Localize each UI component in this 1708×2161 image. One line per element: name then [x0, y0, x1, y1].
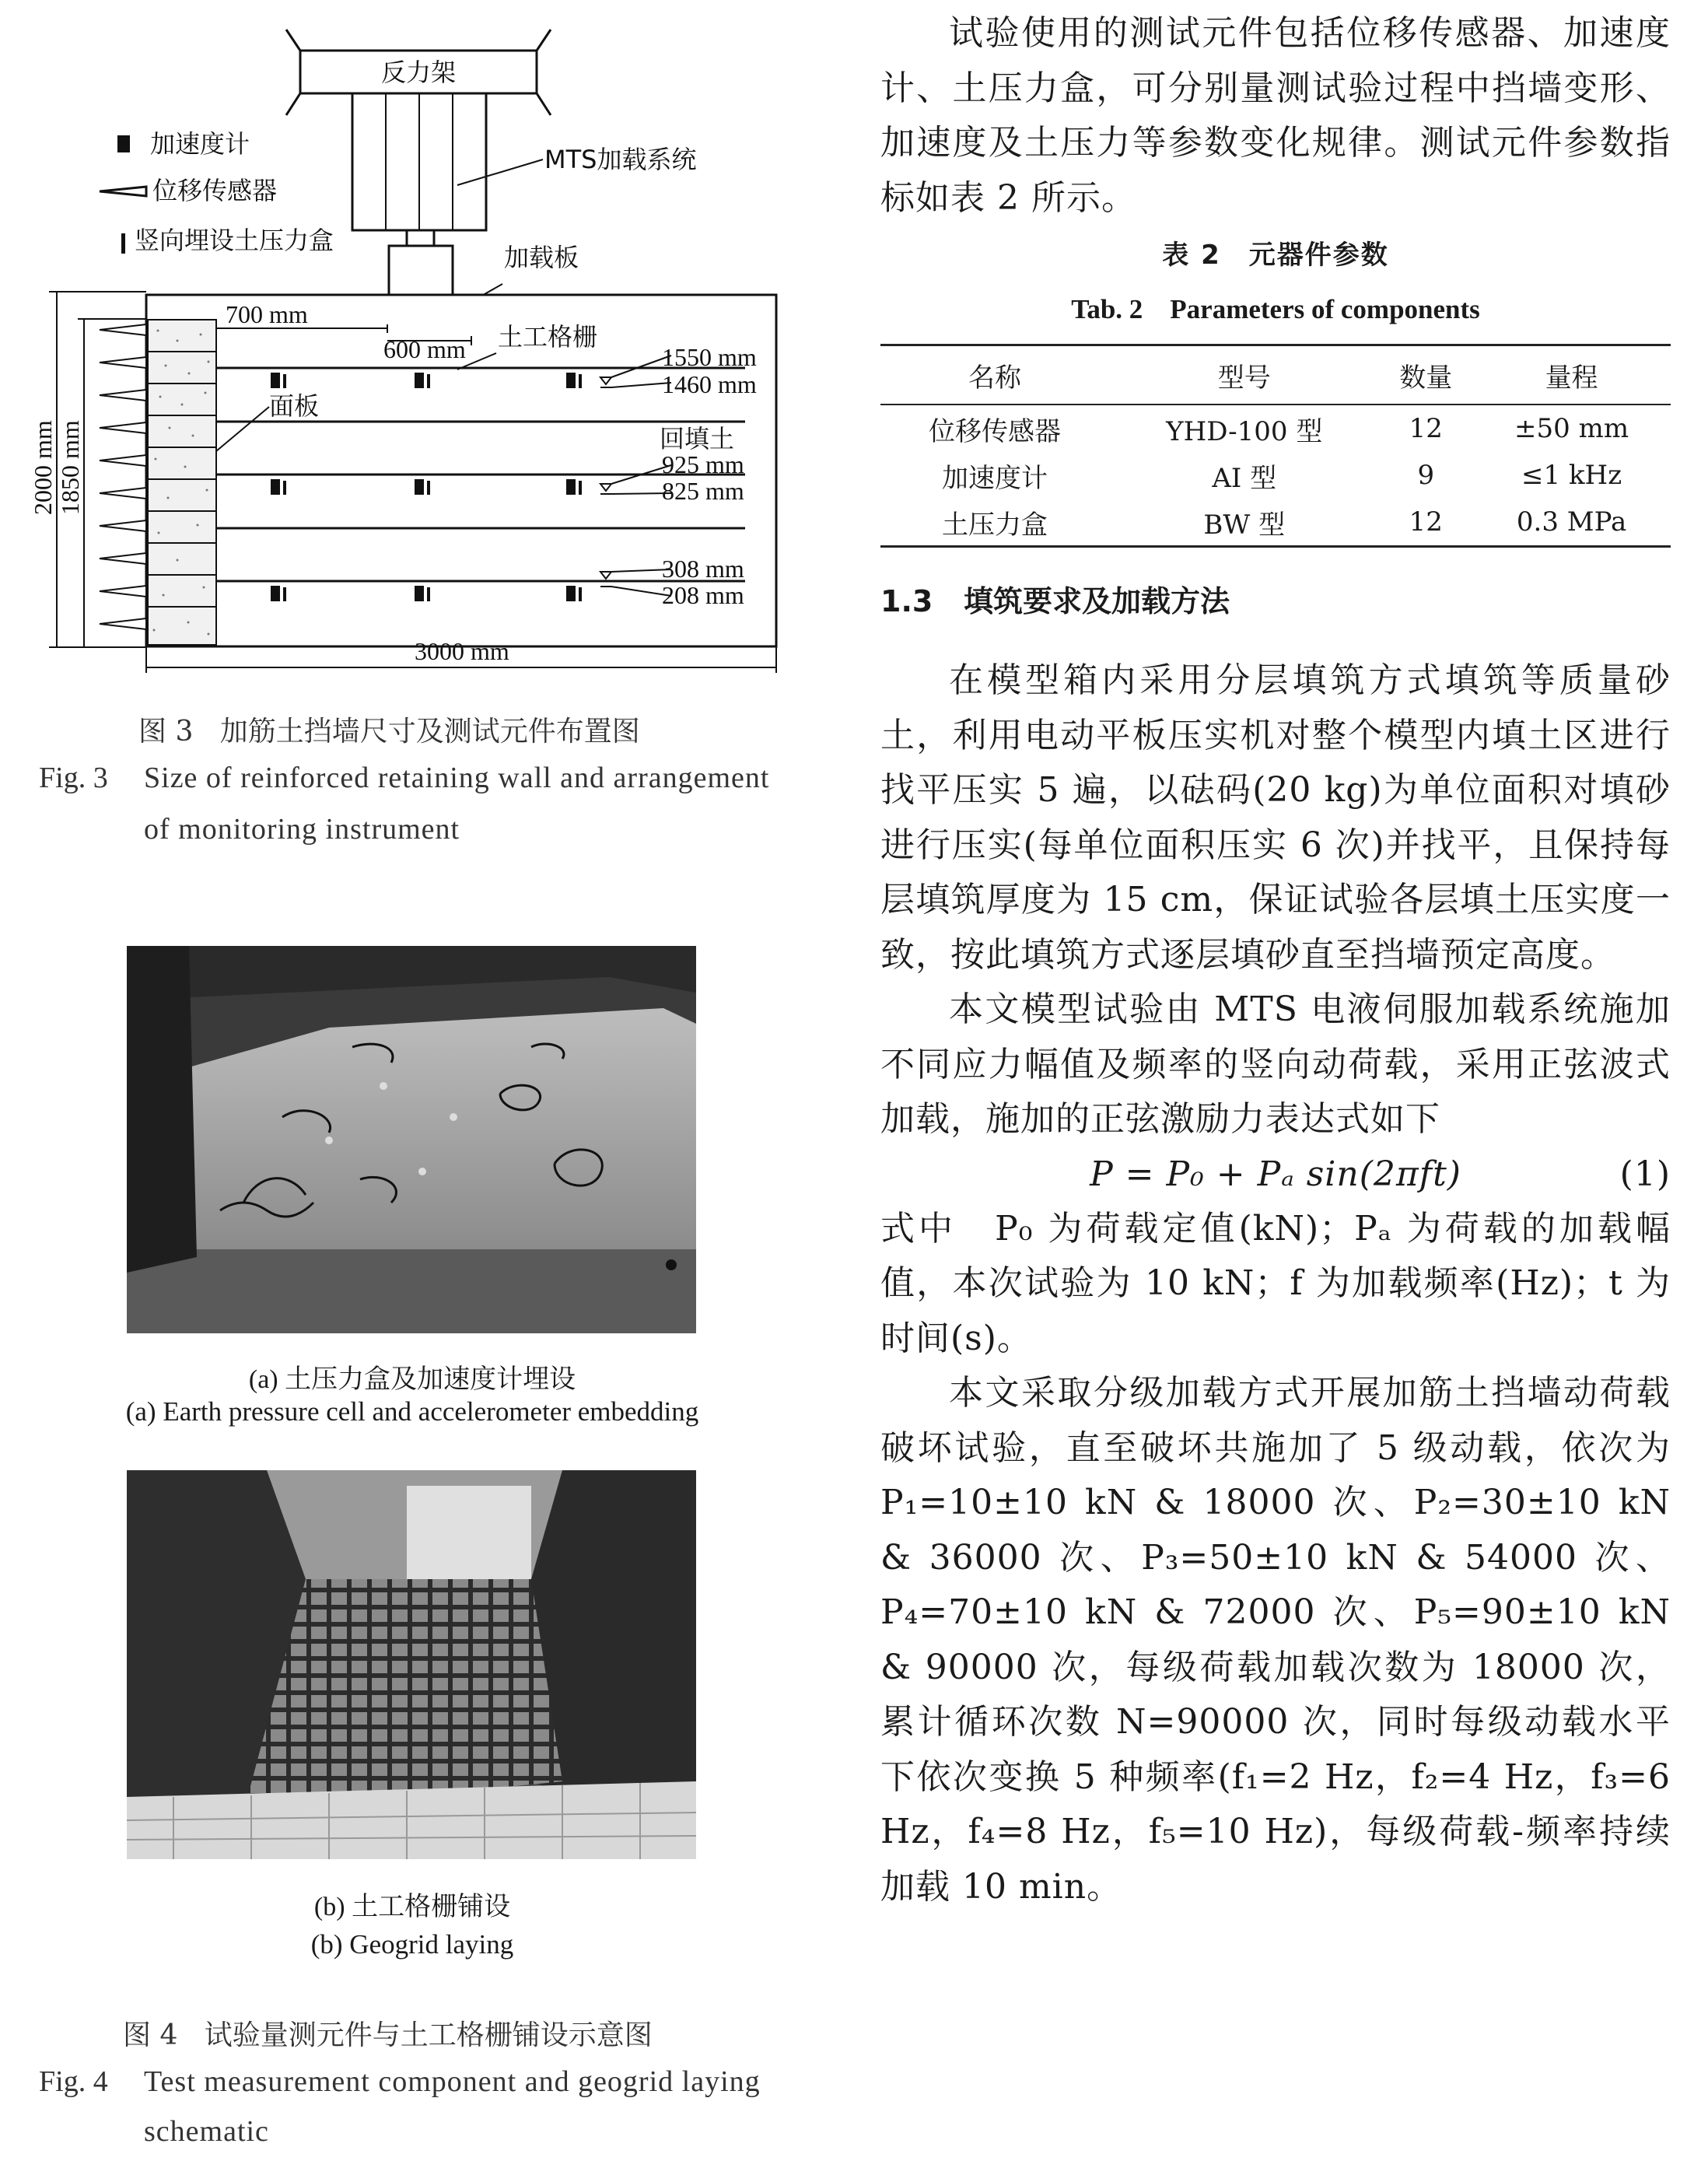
paragraph-loading: 本文模型试验由 MTS 电液伺服加载系统施加不同应力幅值及频率的竖向动荷载，采用正弦波式加载，施加的正弦激励力表达式如下 — [880, 989, 1671, 1139]
table-row — [880, 405, 1671, 452]
svg-text:600 mm: 600 mm — [383, 335, 466, 363]
table-header-cell: 量程 — [1472, 346, 1671, 405]
table-cell: BW 型 — [1109, 499, 1379, 547]
svg-text:825 mm: 825 mm — [662, 477, 744, 505]
paragraph-filling: 在模型箱内采用分层填筑方式填筑等质量砂土，利用电动平板压实机对整个模型内填土区进行找平压实 5 遍，以砝码(20 kg)为单位面积对填砂进行压实(每单位面积压实 6 次)并找平，且保持每层填筑厚度为 15 cm，保证试验各层填土压实度一致，按此填筑方式逐层填砂直至挡墙预定高度。 — [880, 660, 1671, 975]
photo-pressure-cell-embedding — [127, 946, 696, 1333]
table-cell: ≤1 kHz — [1521, 460, 1622, 491]
mts-label: MTS加载系统 — [544, 145, 697, 174]
reaction-frame-label: 反力架 — [380, 58, 457, 87]
section-number: 1.3 — [880, 584, 933, 618]
figure-3-label-en: Fig. 3 — [39, 762, 108, 794]
accelerometer-icon — [117, 135, 130, 152]
table-cell: 加速度计 — [942, 462, 1048, 494]
svg-text:1460 mm: 1460 mm — [662, 370, 757, 398]
figure-3-caption-en-2: of monitoring instrument — [144, 813, 460, 846]
body-text — [880, 653, 1671, 1914]
figure-4a-label-zh: (a) 土压力盒及加速度计埋设 — [248, 1365, 576, 1394]
table-2-title-en: Tab. 2 Parameters of components — [1071, 294, 1480, 324]
section-title: 填筑要求及加载方法 — [964, 584, 1230, 618]
svg-text:位移传感器: 位移传感器 — [152, 176, 278, 205]
table-row — [880, 499, 1671, 547]
figure-4-caption-zh: 图 4 试验量测元件与土工格栅铺设示意图 — [123, 2019, 653, 2051]
equation-1 — [880, 1147, 1671, 1202]
table-header-row — [880, 346, 1671, 405]
displacement-sensor-icon — [100, 187, 146, 196]
equation-text: P = P₀ + Pₐ sin(2πft) — [1090, 1154, 1461, 1194]
table-2 — [880, 344, 1671, 548]
photo-geogrid-laying — [127, 1470, 696, 1859]
paragraph-symbols: 式中 P₀ 为荷载定值(kN)；Pₐ 为荷载的加载幅值，本次试验为 10 kN；f 为加载频率(Hz)；t 为时间(s)。 — [880, 1208, 1671, 1358]
svg-text:1550 mm: 1550 mm — [662, 343, 757, 371]
figure-4a-label-en: (a) Earth pressure cell and accelerometer embedding — [125, 1396, 699, 1427]
table-cell: 12 — [1409, 413, 1443, 444]
table-cell: 0.3 MPa — [1472, 499, 1671, 547]
figure-3-caption-zh: 图 3 加筋土挡墙尺寸及测试元件布置图 — [138, 716, 640, 748]
table-cell: YHD-100 型 — [1166, 415, 1323, 447]
table-cell: AI 型 — [1212, 462, 1277, 494]
figure-4-label-en: Fig. 4 — [39, 2065, 108, 2098]
paragraph-stages: 本文采取分级加载方式开展加筋土挡墙动荷载破坏试验，直至破坏共施加了 5 级动载，依次为P₁=10±10 kN & 18000 次、P₂=30±10 kN & 36000 次、P₃=50±10 kN & 54000 次、P₄=70±10 kN & 72000 次、P₅=90±10 kN & 90000 次，每级荷载加载次数为 18000 次，累计循环次数 N=90000 次，同时每级动载水平下依次变换 5 种频率(f₁=2 Hz，f₂=4 Hz，f₃=6 Hz，f₄=8 Hz，f₅=10 Hz)，每级荷载-频率持续加载 10 min。 — [880, 1373, 1671, 1907]
figure-4b-label-zh: (b) 土工格栅铺设 — [313, 1893, 511, 1921]
diagram-legend — [100, 129, 334, 255]
table-cell: ±50 mm — [1514, 413, 1629, 444]
svg-text:1850 mm: 1850 mm — [56, 420, 84, 515]
svg-text:竖向埋设土压力盒: 竖向埋设土压力盒 — [135, 226, 334, 255]
svg-text:加速度计: 加速度计 — [150, 129, 250, 159]
mts-actuator — [352, 93, 696, 317]
panel-label: 面板 — [269, 391, 320, 421]
svg-text:208 mm: 208 mm — [662, 581, 744, 609]
svg-text:308 mm: 308 mm — [662, 555, 744, 583]
svg-text:700 mm: 700 mm — [226, 300, 308, 328]
table-cell: 9 — [1417, 460, 1435, 491]
equation-number: (1) — [1619, 1154, 1671, 1194]
table-cell: 12 — [1379, 499, 1472, 547]
figure-3-diagram — [22, 16, 807, 677]
figure-4b-label-en: (b) Geogrid laying — [310, 1929, 514, 1960]
pressure-cell-icon — [121, 233, 125, 254]
table-cell: 土压力盒 — [880, 499, 1109, 547]
table-cell: 位移传感器 — [929, 415, 1062, 447]
table-header-cell: 名称 — [880, 346, 1109, 405]
section-heading — [880, 577, 1230, 620]
table-header-cell: 数量 — [1379, 346, 1472, 405]
svg-text:925 mm: 925 mm — [662, 450, 744, 478]
facing-displacement-sensors — [100, 324, 146, 629]
figure-4-caption-en-1: Test measurement component and geogrid laying — [144, 2065, 761, 2098]
intro-paragraph: 试验使用的测试元件包括位移传感器、加速度计、土压力盒，可分别量测试验过程中挡墙变形、加速度及土压力等参数变化规律。测试元件参数指标如表 2 所示。 — [880, 13, 1671, 218]
loading-plate-label: 加载板 — [504, 243, 579, 272]
svg-text:2000 mm: 2000 mm — [29, 420, 57, 515]
table-row — [880, 452, 1671, 499]
table-header-cell: 型号 — [1109, 346, 1379, 405]
figure-4-caption-en-2: schematic — [144, 2115, 269, 2148]
svg-text:3000 mm: 3000 mm — [415, 637, 509, 665]
geogrid-label: 土工格栅 — [498, 322, 598, 352]
svg-text:回填土: 回填土 — [660, 424, 735, 454]
table-2-title-zh: 表 2 元器件参数 — [1162, 240, 1389, 271]
figure-3-caption-en-1: Size of reinforced retaining wall and arrangement — [144, 762, 770, 794]
